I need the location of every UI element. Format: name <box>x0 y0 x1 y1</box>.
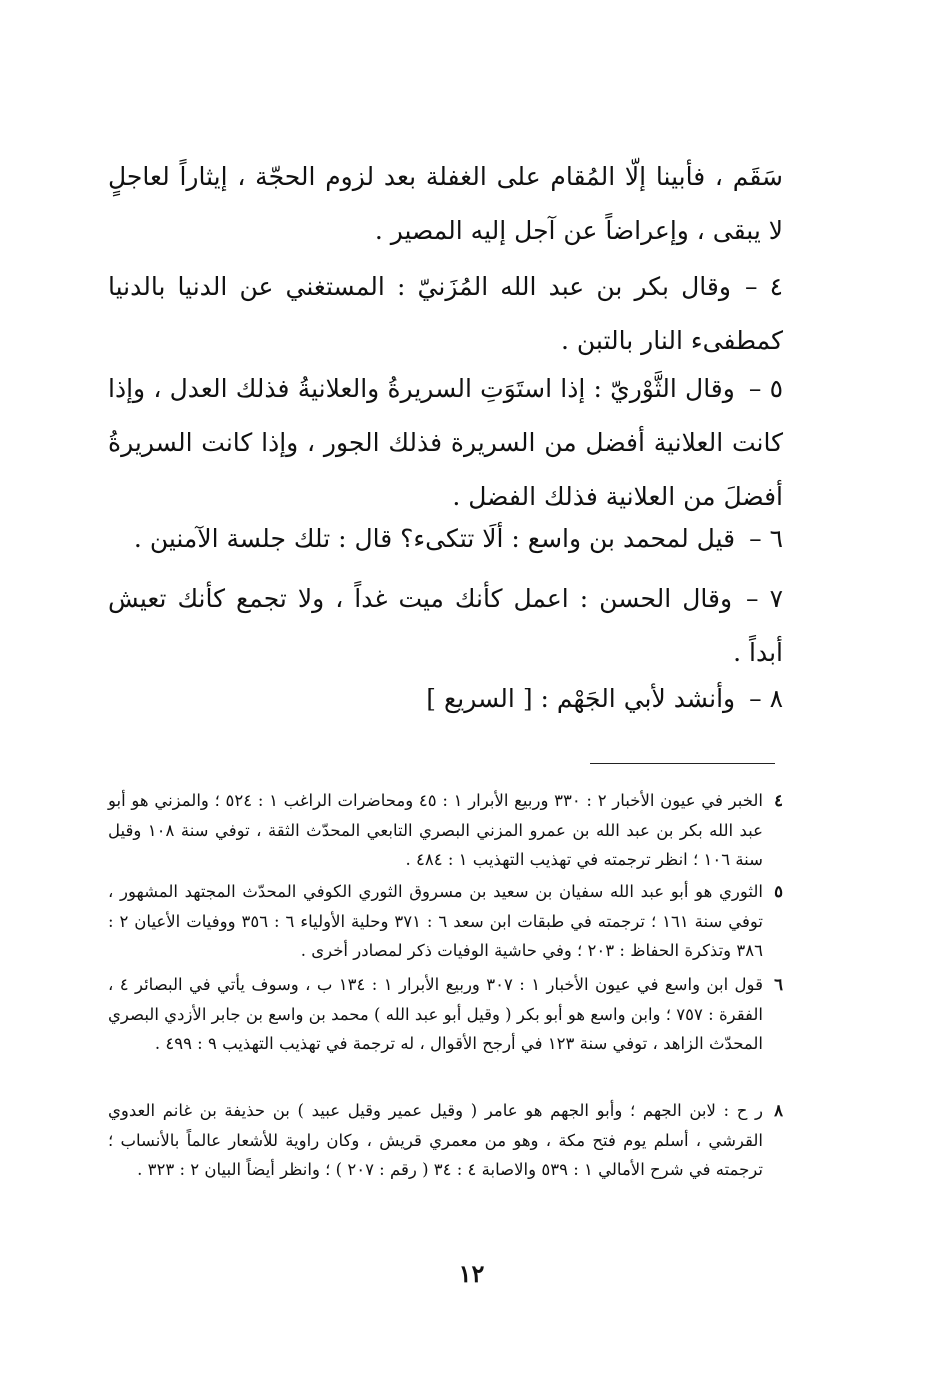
paragraph-5-text: وقال الثَّوْريّ : إذا استَوَتِ السريرةُ والعلانيةُ فذلك العدل ، وإذا كانت العلانية أفضل من السريرة فذلك الجور ، وإذا كانت السريرةُ أفضلَ من العلانية فذلك الفضل . <box>108 374 783 511</box>
paragraph-7-text: وقال الحسن : اعمل كأنك ميت غداً ، ولا تجمع كأنك تعيش أبداً . <box>108 584 783 667</box>
paragraph-7-number: ٧ – <box>746 584 783 613</box>
paragraph-4-text: وقال بكر بن عبد الله المُزَنيّ : المستغني عن الدنيا بالدنيا كمطفىء النار بالتبن . <box>108 272 783 355</box>
footnote-8-text: ر ح : لابن الجهم ؛ وأبو الجهم هو عامر ( وقيل عمير وقيل عبيد ) بن حذيفة بن غانم العدوي القرشي ، أسلم يوم فتح مكة ، وهو من معمري قريش ، وكان راوية للأشعار عالماً بالأنساب ؛ ترجمته في شرح الأمالي ١ : ٥٣٩ والاصابة ٤ : ٣٤ ( رقم : ٢٠٧ ) ؛ وانظر أيضاً البيان ٢ : ٣٢٣ . <box>108 1101 763 1179</box>
footnote-5-text: الثوري هو أبو عبد الله سفيان بن سعيد بن مسروق الثوري الكوفي المحدّث المجتهد المشهور ، توفي سنة ١٦١ ؛ ترجمته في طبقات ابن سعد ٦ : ٣٧١ وحلية الأولياء ٦ : ٣٥٦ ووفيات الأعيان ٢ : ٣٨٦ وتذكرة الحفاظ : ٢٠٣ ؛ وفي حاشية الوفيات ذكر لمصادر أخرى . <box>108 882 763 960</box>
footnote-divider <box>590 763 775 764</box>
footnote-4-number: ٤ <box>774 791 783 810</box>
footnote-4-text: الخبر في عيون الأخبار ٢ : ٣٣٠ وربيع الأبرار ١ : ٤٥ ومحاضرات الراغب ١ : ٥٢٤ ؛ والمزني هو أبو عبد الله بكر بن عبد الله بن عمرو المزني البصري التابعي المحدّث الثقة ، توفي سنة ١٠٨ وقيل سنة ١٠٦ ؛ انظر ترجمته في تهذيب التهذيب ١ : ٤٨٤ . <box>108 791 764 869</box>
paragraph-8 <box>108 672 783 726</box>
paragraph-6 <box>108 512 783 566</box>
footnote-6 <box>108 970 783 1059</box>
paragraph-7 <box>108 572 783 680</box>
paragraph-4-number: ٤ – <box>744 272 783 301</box>
paragraph-4 <box>108 260 783 368</box>
footnote-8-number: ٨ <box>774 1101 783 1120</box>
footnote-6-number: ٦ <box>774 975 783 994</box>
footnote-8 <box>108 1096 783 1185</box>
paragraph-intro-text: سَقَم ، فأبينا إلّا المُقام على الغفلة بعد لزوم الحجّة ، إيثاراً لعاجلٍ لا يبقى ، وإعراضاً عن آجل إليه المصير . <box>108 162 783 245</box>
footnote-5 <box>108 877 783 966</box>
paragraph-5 <box>108 362 783 524</box>
footnote-5-number: ٥ <box>774 882 783 901</box>
footnote-4 <box>108 786 783 875</box>
paragraph-8-text: وأنشد لأبي الجَهْم : [ السريع ] <box>426 684 736 713</box>
paragraph-6-number: ٦ – <box>749 524 783 553</box>
paragraph-intro <box>108 150 783 258</box>
paragraph-8-number: ٨ – <box>749 684 783 713</box>
page-number: ١٢ <box>458 1259 485 1288</box>
paragraph-6-text: قيل لمحمد بن واسع : ألَا تتكىء؟ قال : تلك جلسة الآمنين . <box>133 524 736 553</box>
paragraph-5-number: ٥ – <box>748 374 783 403</box>
footnote-6-text: قول ابن واسع في عيون الأخبار ١ : ٣٠٧ وربيع الأبرار ١ : ١٣٤ ب ، وسوف يأتي في البصائر ٤ ، الفقرة : ٧٥٧ ؛ وابن واسع هو أبو بكر ( وقيل أبو عبد الله ) محمد بن واسع بن جابر الأزدي البصري المحدّث الزاهد ، توفي سنة ١٢٣ في أرجح الأقوال ، له ترجمة في تهذيب التهذيب ٩ : ٤٩٩ . <box>108 975 764 1053</box>
